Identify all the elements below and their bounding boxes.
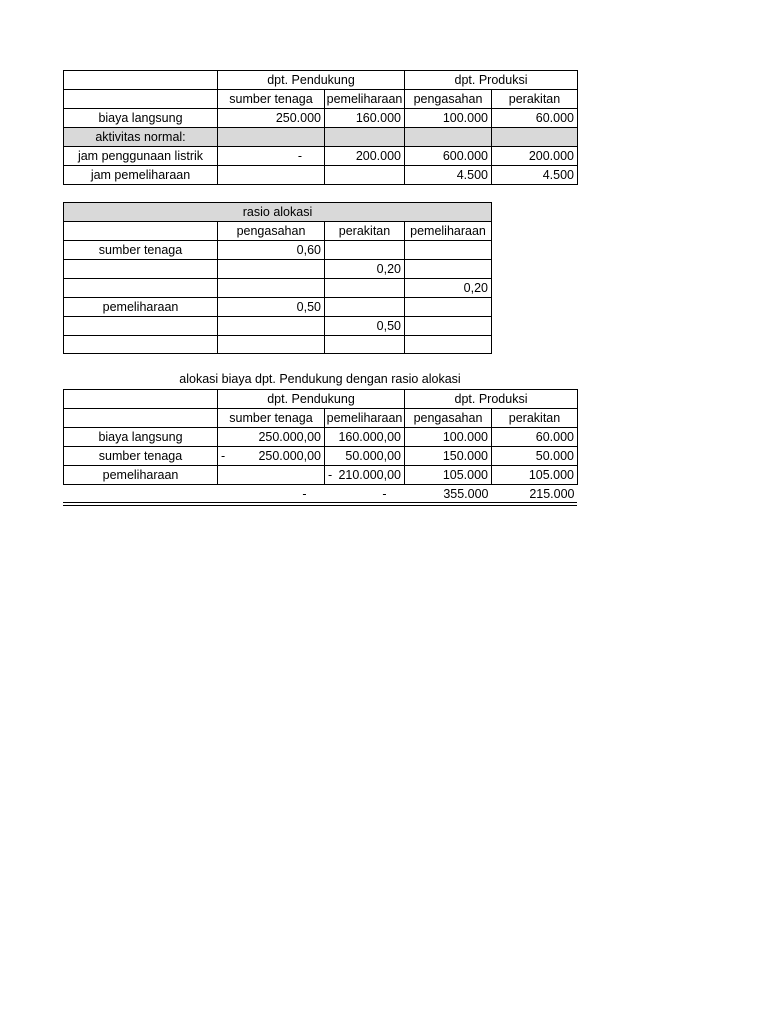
table-cell [405,128,492,147]
table-cell: 200.000 [325,147,405,166]
table-cell: 60.000 [492,428,578,447]
table-cell: 600.000 [405,147,492,166]
table-cell [218,428,325,447]
table-row [64,317,492,336]
allocation-ratio-table [63,202,492,354]
double-underline-top [63,502,577,503]
table-cell [325,279,405,298]
row-label: sumber tenaga [64,447,218,466]
table-cell: 200.000 [492,147,578,166]
header-cell [64,409,218,428]
table-row [64,109,578,128]
table-subheader-row [64,409,578,428]
department-cost-table [63,70,578,185]
value: 210.000,00 [338,468,401,482]
table-cell [218,447,325,466]
table-cell [218,279,325,298]
value: 50.000,00 [345,449,401,463]
table-cell: 150.000 [405,447,492,466]
table-row [64,428,578,447]
table-header-row [64,390,578,409]
sign: - [221,449,226,463]
row-label [64,260,218,279]
value: 160.000,00 [338,430,401,444]
table-cell: 0,60 [218,241,325,260]
table-cell [325,298,405,317]
header-pengasahan: pengasahan [405,409,492,428]
table-title-row [64,203,492,222]
table-cell [325,128,405,147]
table-cell: 4.500 [405,166,492,185]
table-cell: 0,50 [325,317,405,336]
table-cell [218,128,325,147]
table-cell [405,298,492,317]
header-cell [64,222,218,241]
total-pemeliharaan: - [382,487,387,501]
table-cell [218,466,325,485]
table-cell [405,241,492,260]
value: 250.000,00 [258,430,321,444]
header-cell [64,71,218,90]
header-cell [64,390,218,409]
table-cell [405,336,492,354]
row-label: biaya langsung [64,109,218,128]
header-cell [64,90,218,109]
header-pemeliharaan: pemeliharaan [325,90,405,109]
table-row [64,147,578,166]
table-cell [325,241,405,260]
table-row [64,279,492,298]
row-label: aktivitas normal: [64,128,218,147]
table-cell: 50.000 [492,447,578,466]
table-cell: 105.000 [405,466,492,485]
table-cell: - [218,147,325,166]
header-dpt-pendukung: dpt. Pendukung [218,71,405,90]
row-label: biaya langsung [64,428,218,447]
table-cell [405,317,492,336]
table-cell: 105.000 [492,466,578,485]
header-sumber-tenaga: sumber tenaga [218,409,325,428]
row-label: pemeliharaan [64,466,218,485]
total-sumber-tenaga: - [302,487,307,501]
table-cell: 100.000 [405,428,492,447]
row-label: jam penggunaan listrik [64,147,218,166]
header-pengasahan: pengasahan [218,222,325,241]
totals-row [64,485,578,504]
table-cell [325,428,405,447]
table-cell [218,260,325,279]
table-header-row [64,222,492,241]
table-cell: 0,20 [325,260,405,279]
table-row [64,241,492,260]
sign: - [328,468,333,482]
row-label [64,317,218,336]
table-cell: 250.000 [218,109,325,128]
table-cell: 100.000 [405,109,492,128]
table-row-section [64,128,578,147]
row-label [64,336,218,354]
table-row [64,336,492,354]
header-perakitan: perakitan [492,409,578,428]
table-cell [325,166,405,185]
table-cell [218,336,325,354]
table-cell: 160.000 [325,109,405,128]
allocation-caption: alokasi biaya dpt. Pendukung dengan rasio alokasi [179,372,461,386]
row-label: pemeliharaan [64,298,218,317]
table-cell [405,260,492,279]
header-pengasahan: pengasahan [405,90,492,109]
table-cell: 0,20 [405,279,492,298]
table-cell: 0,50 [218,298,325,317]
table-cell: 60.000 [492,109,578,128]
row-label [64,279,218,298]
table-row [64,298,492,317]
table-cell [325,466,405,485]
table-cell [64,485,218,504]
total-perakitan: 215.000 [529,487,575,501]
table-header-row [64,71,578,90]
table-row [64,260,492,279]
header-dpt-produksi: dpt. Produksi [405,390,578,409]
table-row [64,447,578,466]
table-subheader-row [64,90,578,109]
header-sumber-tenaga: sumber tenaga [218,90,325,109]
header-dpt-pendukung: dpt. Pendukung [218,390,405,409]
header-perakitan: perakitan [325,222,405,241]
table-cell [325,336,405,354]
cost-allocation-table [63,389,578,503]
total-pengasahan: 355.000 [443,487,489,501]
header-dpt-produksi: dpt. Produksi [405,71,578,90]
table-row [64,466,578,485]
header-pemeliharaan: pemeliharaan [325,409,405,428]
value: 250.000,00 [258,449,321,463]
table-cell: 4.500 [492,166,578,185]
table-cell [218,317,325,336]
row-label: jam pemeliharaan [64,166,218,185]
header-pemeliharaan: pemeliharaan [405,222,492,241]
table-title: rasio alokasi [64,203,492,222]
double-underline-bottom [63,505,577,506]
table-cell [325,447,405,466]
row-label: sumber tenaga [64,241,218,260]
table-cell [218,166,325,185]
table-cell [492,128,578,147]
table-row [64,166,578,185]
header-perakitan: perakitan [492,90,578,109]
